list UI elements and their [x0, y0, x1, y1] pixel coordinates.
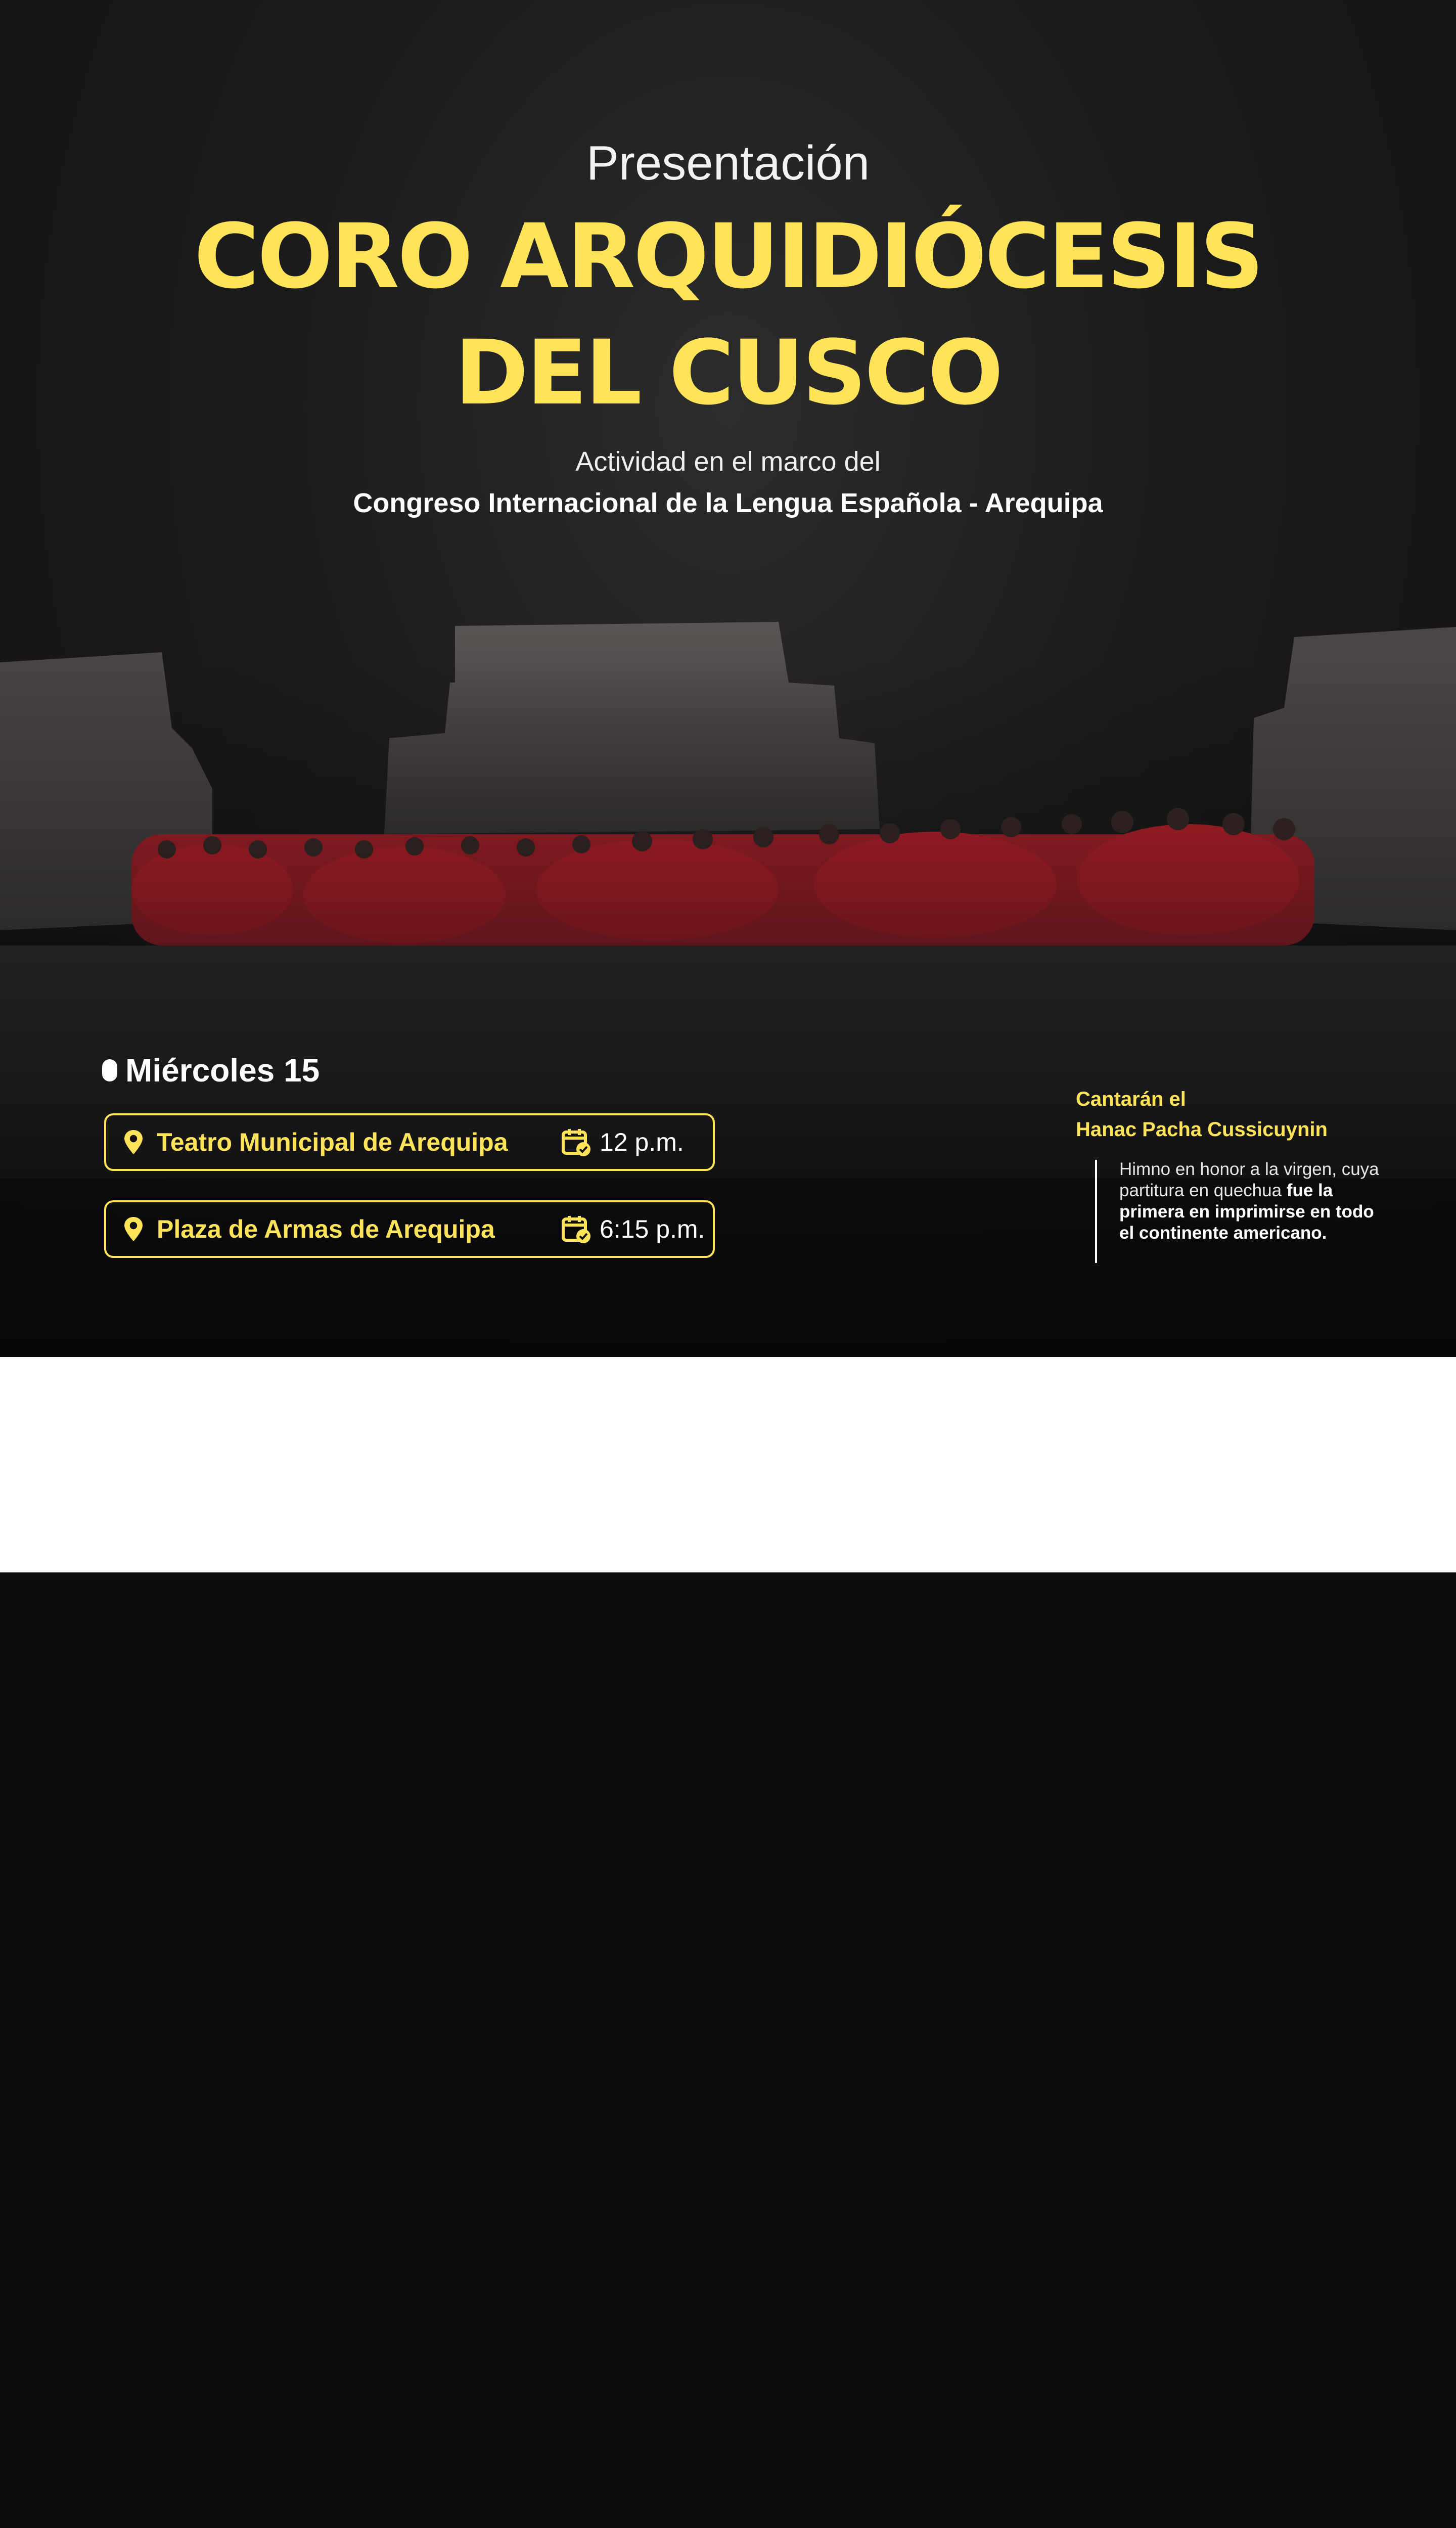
venue-time: 12 p.m. — [600, 1128, 684, 1156]
quote-bar — [1095, 1160, 1097, 1263]
calendar-check-icon — [561, 1214, 592, 1244]
song-heading-line-1: Cantarán el — [1076, 1088, 1186, 1110]
location-pin-icon — [123, 1216, 144, 1242]
context-line-1: Actividad en el marco del — [575, 446, 881, 477]
bullet-icon — [102, 1059, 117, 1081]
song-description-bold: fue la primera en imprimirse en todo el continente americano. — [1119, 1181, 1374, 1243]
sponsor-footer — [0, 1357, 1456, 1572]
date-label: Miércoles 15 — [125, 1052, 320, 1089]
calendar-check-icon — [561, 1127, 592, 1157]
venue-name: Plaza de Armas de Arequipa — [157, 1215, 495, 1243]
venue-time: 6:15 p.m. — [600, 1215, 705, 1243]
song-description — [1119, 1159, 1382, 1244]
event-date — [102, 1052, 320, 1089]
context-line-2: Congreso Internacional de la Lengua Española - Arequipa — [353, 488, 1103, 518]
title-line-2: DEL CUSCO — [454, 321, 1002, 425]
kicker-text: Presentación — [586, 136, 870, 190]
venue-name: Teatro Municipal de Arequipa — [157, 1128, 508, 1156]
song-description-regular: Himno en honor a la virgen, cuya partitura en quechua — [1119, 1159, 1379, 1200]
song-heading — [1076, 1084, 1328, 1145]
venue-card — [104, 1200, 715, 1258]
location-pin-icon — [123, 1129, 144, 1155]
song-title: Hanac Pacha Cussicuynin — [1076, 1118, 1328, 1141]
title-line-1: CORO ARQUIDIÓCESIS — [194, 205, 1262, 308]
venue-card — [104, 1113, 715, 1171]
